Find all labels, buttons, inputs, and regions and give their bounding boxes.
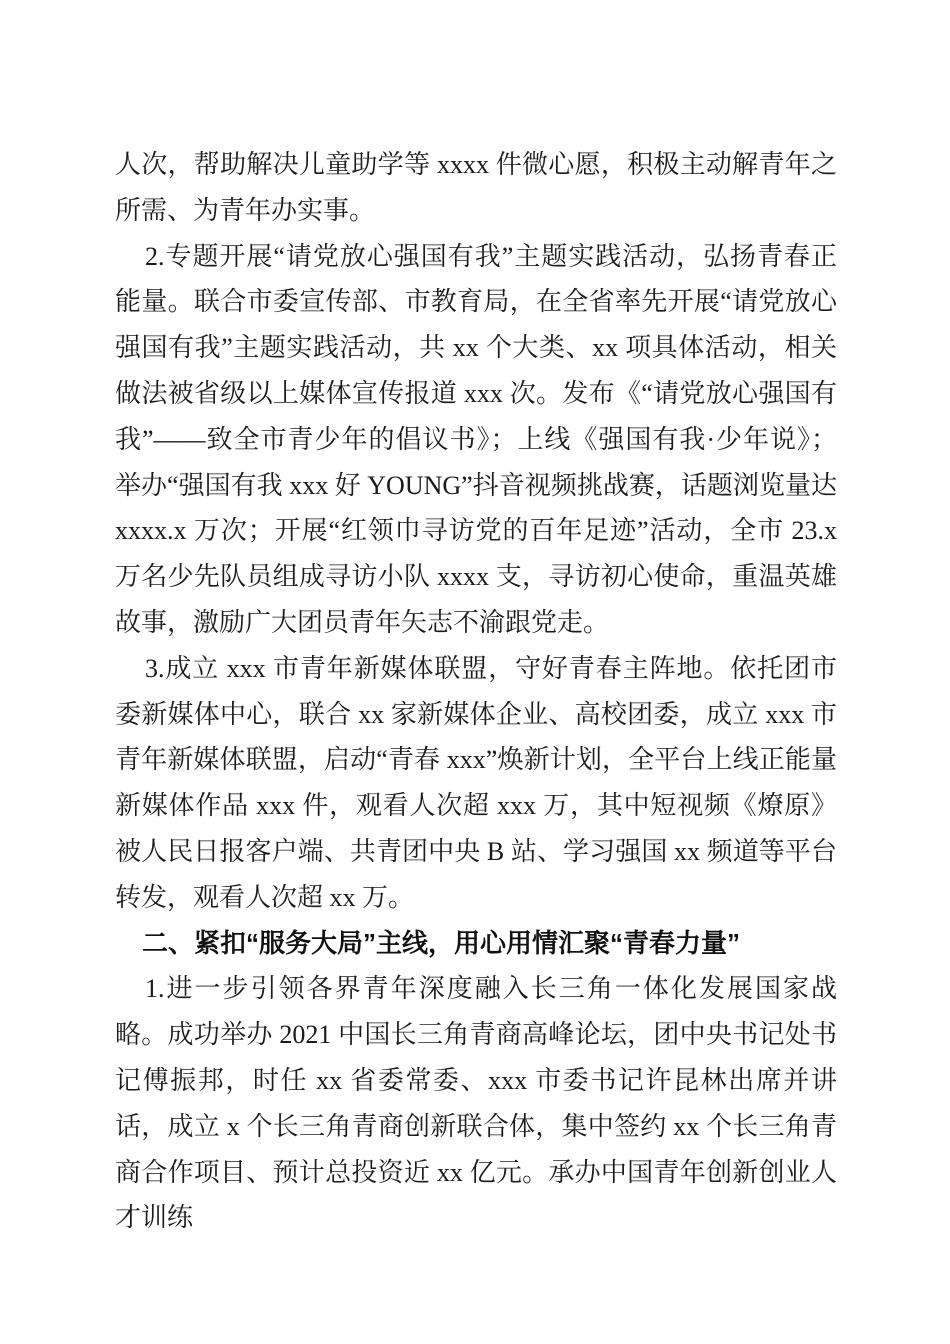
paragraph-item-2-qingdang-campaign: 2.专题开展“请党放心强国有我”主题实践活动，弘扬青春正能量。联合市委宣传部、市教育局，在全省率先开展“请党放心强国有我”主题实践活动，共 xx 个大类、xx 项具体活动，相关做法被省级以上媒体宣传报道 xxx 次。发布《“请党放心强国有我”——致全市青少年的倡议书》；上线《强国有我·少年说》；举办“强国有我 xxx 好 YOUNG”抖音视频挑战赛，话题浏览量达 xxxx.x 万次；开展“红领巾寻访党的百年足迹”活动，全市 23.x 万名少先队员组成寻访小队 xxxx 支，寻访初心使命，重温英雄故事，激励广大团员青年矢志不渝跟党走。 [115, 241, 837, 637]
document-body-text [115, 142, 837, 1241]
paragraph-item-1-yangtze-delta: 1.进一步引领各界青年深度融入长三角一体化发展国家战略。成功举办 2021 中国长三角青商高峰论坛，团中央书记处书记傅振邦，时任 xx 省委常委、xxx 市委书记许昆林出席并讲话，成立 x 个长三角青商创新联合体，集中签约 xx 个长三角青商合作项目、预计总投资近 xx 亿元。承办中国青年创新创业人才训练 [115, 974, 837, 1233]
paragraph-item-3-new-media-alliance: 3.成立 xxx 市青年新媒体联盟，守好青春主阵地。依托团市委新媒体中心，联合 xx 家新媒体企业、高校团委，成立 xxx 市青年新媒体联盟，启动“青春 xxx”焕新计划，全平台上线正能量新媒体作品 xxx 件，观看人次超 xxx 万，其中短视频《燎原》被人民日报客户端、共青团中央 B 站、学习强国 xx 频道等平台转发，观看人次超 xx 万。 [115, 653, 837, 912]
paragraph-micro-wish-continuation: 人次，帮助解决儿童助学等 xxxx 件微心愿，积极主动解青年之所需、为青年办实事。 [115, 150, 837, 225]
section-heading-serve-overall-situation: 二、紧扣“服务大局”主线，用心用情汇聚“青春力量” [142, 927, 741, 958]
